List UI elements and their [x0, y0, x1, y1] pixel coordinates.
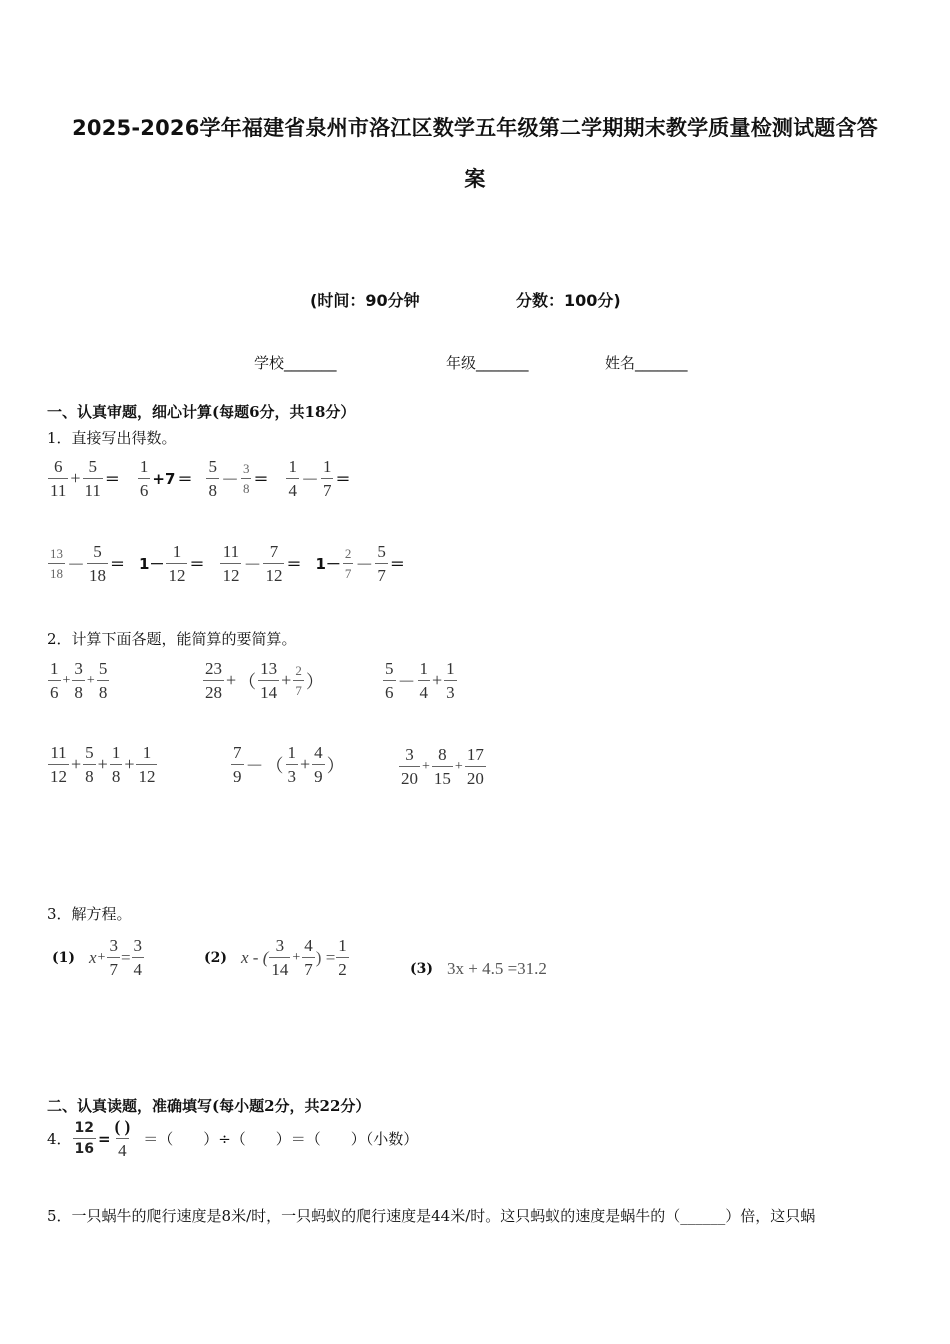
numerator: 11	[222, 542, 240, 561]
denominator: 7	[293, 680, 304, 697]
equals: ＝	[104, 470, 120, 488]
denominator: 18	[48, 563, 65, 580]
denominator: 20	[465, 766, 486, 787]
question-4-rest: ＝（ ）÷（ ）＝（ ）（小数）	[143, 1130, 419, 1148]
plus: +	[292, 949, 301, 965]
denominator: 12	[166, 563, 187, 584]
denominator: 12	[136, 764, 157, 785]
q2-expr-6	[398, 746, 487, 787]
q1-item	[285, 458, 351, 499]
denominator: 12	[48, 764, 69, 785]
denominator: 15	[432, 766, 453, 787]
equals: =	[120, 947, 131, 967]
plus: +	[226, 670, 237, 690]
denominator: 9	[231, 764, 244, 785]
q2-expr-5	[230, 744, 346, 785]
time-info: (时间：90分钟	[310, 291, 420, 310]
numerator: 7	[233, 743, 242, 762]
denominator: 9	[312, 764, 325, 785]
denominator: 4	[132, 957, 145, 978]
denominator: 11	[48, 478, 68, 499]
numerator: 5	[208, 457, 217, 476]
numerator: 1	[287, 743, 296, 762]
equation-text: 3x + 4.5 =31.2	[447, 959, 547, 978]
school-field[interactable]: 学校_______	[254, 354, 337, 372]
q3-equation-3	[410, 959, 547, 979]
numerator: 13	[50, 546, 63, 561]
question-5: 5．一只蜗牛的爬行速度是8米/时，一只蚂蚁的爬行速度是44米/时。这只蚂蚁的速度是蜗牛的（______）倍，这只蜗	[47, 1207, 816, 1225]
plus: +	[97, 949, 106, 965]
operator: －	[220, 469, 239, 490]
operator: －	[243, 554, 262, 575]
denominator: 3	[286, 764, 299, 785]
numerator: 5	[88, 457, 97, 476]
left-paren: （	[238, 671, 257, 692]
question-2-prompt: 2．计算下面各题，能简算的要简算。	[47, 630, 297, 648]
minus: －	[397, 671, 416, 692]
section-2-heading: 二、认真读题，准确填写(每小题2分，共22分）	[47, 1097, 371, 1115]
operator: +	[70, 468, 81, 488]
q1-item	[205, 458, 269, 499]
document-title-line2: 案	[464, 167, 486, 191]
q1-item	[47, 458, 121, 499]
score-info: 分数：100分)	[516, 291, 621, 310]
numerator: 1	[288, 457, 297, 476]
equation-close: ) =	[315, 947, 336, 967]
plus: +	[422, 758, 430, 774]
document-title-line1: 2025-2026学年福建省泉州市洛江区数学五年级第二学期期末教学质量检测试题含答	[72, 116, 878, 140]
denominator: 8	[97, 680, 110, 701]
operator: －	[355, 554, 374, 575]
q2-expr-4	[47, 744, 158, 785]
numerator: 12	[74, 1120, 95, 1136]
equals: ＝	[177, 470, 193, 488]
numerator: 5	[98, 659, 108, 678]
q3-equation-2	[204, 937, 350, 978]
numerator: 8	[438, 745, 447, 764]
equals: ＝	[189, 555, 205, 573]
equals: ＝	[389, 555, 405, 573]
denominator: 3	[444, 680, 457, 701]
section-1-heading: 一、认真审题，细心计算(每题6分，共18分）	[47, 403, 356, 421]
variable-x: x	[89, 947, 97, 967]
q2-expr-3	[382, 660, 458, 701]
question-3-prompt: 3．解方程。	[47, 905, 132, 923]
denominator: 16	[73, 1138, 96, 1156]
q1-item	[137, 458, 194, 499]
denominator: 7	[343, 563, 354, 580]
numerator: 1	[172, 542, 182, 561]
denominator: 12	[220, 563, 241, 584]
denominator: 6	[138, 478, 151, 499]
numerator: 5	[93, 542, 102, 561]
numerator: 5	[385, 659, 394, 678]
plus: +	[62, 672, 71, 688]
plus: +	[432, 670, 443, 690]
denominator: 8	[72, 680, 85, 701]
numerator: 1	[142, 743, 152, 762]
q2-expr-1	[47, 660, 110, 701]
operator: －	[300, 469, 319, 490]
plus: +	[86, 672, 95, 688]
numerator: 3	[242, 461, 250, 476]
denominator: 28	[203, 680, 224, 701]
denominator: 7	[375, 563, 388, 584]
right-paren: ）	[305, 671, 324, 692]
numerator: 23	[205, 659, 222, 678]
denominator: 14	[269, 957, 290, 978]
numerator: 1	[338, 936, 347, 955]
numerator: 7	[269, 542, 279, 561]
equation-label: (1)	[52, 949, 75, 966]
grade-field[interactable]: 年级_______	[446, 354, 529, 372]
numerator: 1	[419, 659, 428, 678]
numerator: 3	[74, 659, 83, 678]
plus: +	[281, 670, 292, 690]
denominator: 2	[336, 957, 349, 978]
equation-label: (2)	[204, 949, 227, 966]
denominator: 8	[110, 764, 123, 785]
right-paren: ）	[326, 755, 345, 776]
left-paren: （	[265, 755, 284, 776]
denominator: 8	[83, 764, 96, 785]
denominator: 18	[87, 563, 108, 584]
plus: +	[71, 754, 82, 774]
numerator: 5	[85, 743, 94, 762]
denominator: 7	[302, 957, 315, 978]
numerator: 5	[377, 542, 386, 561]
q1-item	[138, 543, 205, 584]
denominator: 6	[383, 680, 396, 701]
plus: +	[124, 754, 135, 774]
numerator: 3	[405, 745, 414, 764]
q3-equation-1	[52, 937, 145, 978]
q1-row2	[47, 543, 406, 584]
operator: +7	[152, 469, 176, 488]
numerator: 3	[109, 936, 118, 955]
equation-label: (3)	[410, 961, 433, 977]
numerator: 4	[304, 936, 313, 955]
equals: ＝	[335, 470, 351, 488]
operator: －	[67, 554, 85, 575]
denominator: 4	[286, 478, 299, 499]
numerator: 11	[50, 743, 67, 762]
denominator: 7	[321, 478, 334, 499]
numerator: 1	[50, 659, 59, 678]
denominator: 20	[399, 766, 420, 787]
numerator: 4	[314, 743, 323, 762]
denominator: 6	[48, 680, 61, 701]
numerator: 3	[275, 936, 285, 955]
plus: +	[454, 758, 463, 774]
denominator: 4	[116, 1138, 129, 1159]
numerator: 17	[466, 745, 484, 764]
numerator: 1	[139, 457, 149, 476]
q1-item	[47, 543, 126, 584]
blank-numerator[interactable]: ( )	[114, 1117, 131, 1136]
q1-item	[314, 543, 405, 584]
equals: =	[98, 1129, 111, 1148]
equals: ＝	[253, 470, 269, 488]
plus: +	[97, 754, 108, 774]
numerator: 1	[446, 659, 455, 678]
equation-prefix: x - (	[241, 947, 269, 967]
numerator: 1	[111, 743, 121, 762]
numerator: 13	[260, 659, 278, 678]
numerator: 2	[344, 546, 352, 561]
denominator: 12	[263, 563, 284, 584]
q1-item	[219, 543, 302, 584]
q2-expr-2	[202, 660, 325, 701]
numerator: 3	[133, 936, 143, 955]
numerator: 6	[53, 457, 63, 476]
denominator: 14	[258, 680, 279, 701]
denominator: 4	[418, 680, 431, 701]
prefix: 1－	[139, 555, 165, 573]
equals: ＝	[286, 555, 302, 573]
plus: +	[300, 754, 311, 774]
question-1-prompt: 1．直接写出得数。	[47, 429, 177, 447]
q1-row1	[47, 458, 351, 499]
denominator: 8	[206, 478, 219, 499]
name-field[interactable]: 姓名_______	[605, 354, 688, 372]
denominator: 8	[241, 478, 252, 495]
denominator: 7	[107, 957, 120, 978]
equals: ＝	[110, 555, 126, 573]
question-number: 4．	[47, 1130, 72, 1148]
denominator: 11	[83, 478, 103, 499]
numerator: 1	[322, 457, 332, 476]
numerator: 2	[295, 663, 302, 678]
question-4	[47, 1118, 418, 1159]
minus: －	[245, 755, 264, 776]
prefix: 1－	[315, 555, 341, 573]
